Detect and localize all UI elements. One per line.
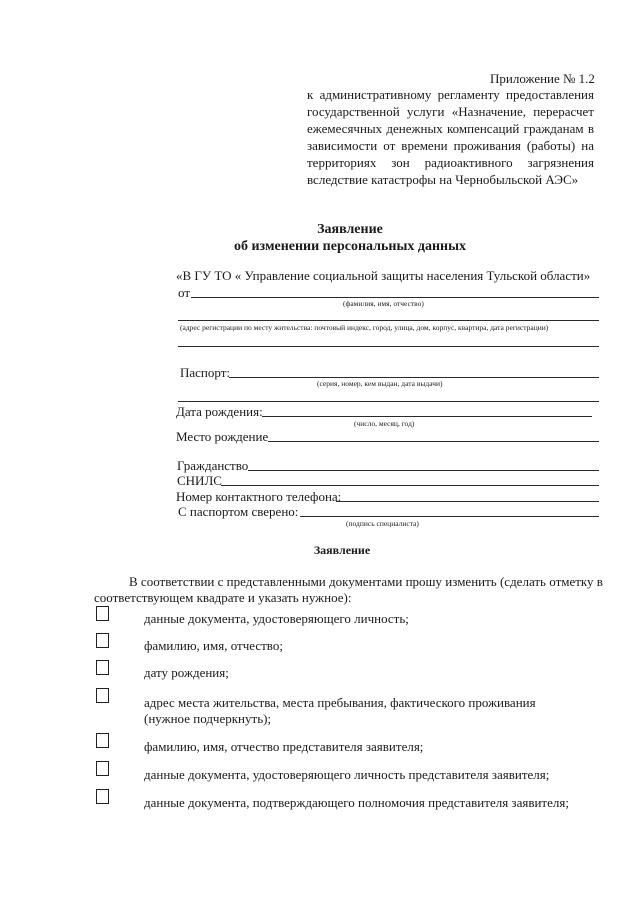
snils-field[interactable] bbox=[221, 485, 599, 486]
passport-field[interactable] bbox=[229, 377, 599, 378]
statement-title: Заявление bbox=[313, 543, 371, 557]
citizenship-field[interactable] bbox=[248, 470, 599, 471]
from-field[interactable] bbox=[191, 297, 599, 298]
verified-label: С паспортом сверено: bbox=[178, 504, 299, 519]
option-checkbox[interactable] bbox=[96, 606, 109, 621]
option-label: фамилию, имя, отчество представителя заявителя; bbox=[144, 739, 424, 754]
passport-hint: (серия, номер, кем выдан, дата выдачи) bbox=[317, 379, 443, 388]
option-checkbox[interactable] bbox=[96, 688, 109, 703]
address-hint: (адрес регистрации по месту жительства: почтовый индекс, город, улица, дом, корпус, квартира, дата регистрации) bbox=[180, 323, 549, 332]
birth-place-field[interactable] bbox=[268, 441, 599, 442]
option-label: фамилию, имя, отчество; bbox=[144, 638, 283, 653]
phone-label: Номер контактного телефона: bbox=[176, 489, 342, 504]
birth-place-label: Место рождение bbox=[176, 429, 269, 444]
statement-intro-line-1: В соответствии с представленными документами прошу изменить (сделать отметку в bbox=[129, 574, 603, 589]
option-label: данные документа, подтверждающего полномочия представителя заявителя; bbox=[144, 795, 569, 810]
birth-date-hint: (число, месяц, год) bbox=[354, 419, 415, 428]
appendix-line: территориях зон радиоактивного загрязнения bbox=[307, 155, 594, 170]
statement-intro-line-2: соответствующем квадрате и указать нужное): bbox=[94, 590, 352, 605]
document-title: Заявление bbox=[317, 222, 383, 237]
option-label: данные документа, удостоверяющего личность; bbox=[144, 611, 409, 626]
appendix-line: вследствие катастрофы на Чернобыльской АЭС» bbox=[307, 172, 579, 187]
phone-field[interactable] bbox=[336, 501, 599, 502]
recipient-line: «В ГУ ТО « Управление социальной защиты населения Тульской области» bbox=[176, 268, 591, 283]
verified-hint: (подпись специалиста) bbox=[346, 519, 419, 528]
option-checkbox[interactable] bbox=[96, 789, 109, 804]
option-label: адрес места жительства, места пребывания, фактического проживания bbox=[144, 695, 536, 710]
appendix-line: государственной услуги «Назначение, перерасчет bbox=[307, 104, 594, 119]
appendix-line: к административному регламенту предоставления bbox=[307, 87, 594, 102]
address-field-line-2[interactable] bbox=[178, 346, 599, 347]
from-label: от bbox=[178, 285, 191, 300]
snils-label: СНИЛС bbox=[177, 473, 222, 488]
option-checkbox[interactable] bbox=[96, 660, 109, 675]
passport-field-line-2[interactable] bbox=[178, 401, 599, 402]
option-label-line-2: (нужное подчеркнуть); bbox=[144, 711, 272, 726]
option-checkbox[interactable] bbox=[96, 733, 109, 748]
passport-label: Паспорт: bbox=[180, 365, 231, 380]
document-subtitle: об изменении персональных данных bbox=[233, 239, 467, 254]
appendix-text bbox=[307, 86, 594, 188]
option-checkbox[interactable] bbox=[96, 761, 109, 776]
option-label: дату рождения; bbox=[144, 665, 229, 680]
birth-date-label: Дата рождения: bbox=[176, 404, 263, 419]
address-field[interactable] bbox=[178, 320, 599, 321]
birth-date-field[interactable] bbox=[262, 416, 592, 417]
citizenship-label: Гражданство bbox=[177, 458, 249, 473]
verified-signature-field[interactable] bbox=[300, 516, 599, 517]
option-checkbox[interactable] bbox=[96, 633, 109, 648]
appendix-title: Приложение № 1.2 bbox=[490, 71, 595, 86]
from-hint: (фамилия, имя, отчество) bbox=[343, 299, 424, 308]
option-label: данные документа, удостоверяющего личность представителя заявителя; bbox=[144, 767, 550, 782]
appendix-line: зависимости от времени проживания (работы) на bbox=[307, 138, 594, 153]
appendix-line: ежемесячных денежных компенсаций гражданам в bbox=[307, 121, 594, 136]
